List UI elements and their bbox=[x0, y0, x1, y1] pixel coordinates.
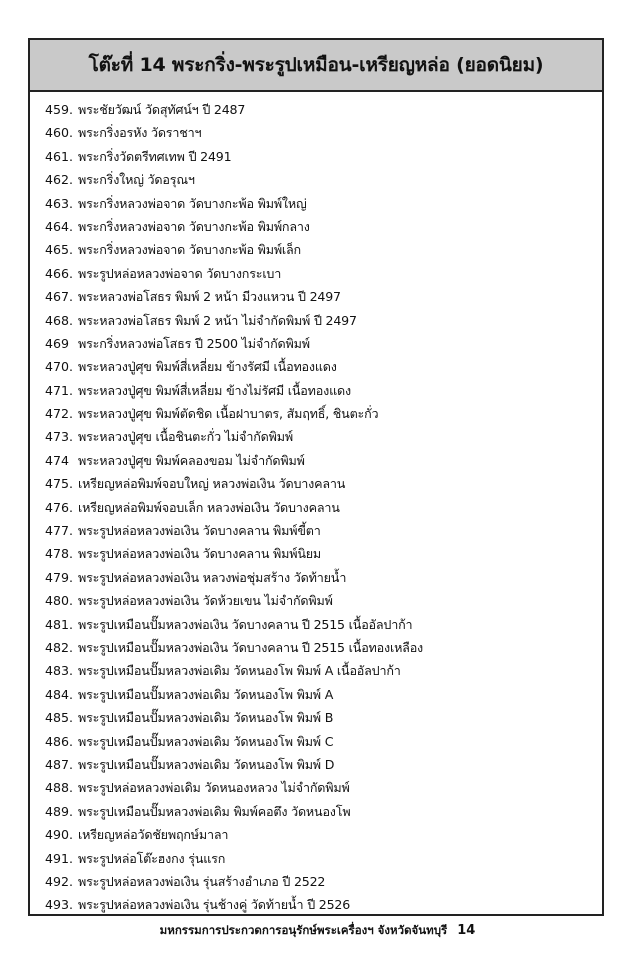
item-number: 473. bbox=[45, 429, 74, 445]
list-item bbox=[45, 870, 602, 893]
item-text: พระรูปเหมือนปั๊มหลวงพ่อเดิม วัดหนองโพ พิมพ์ C bbox=[78, 733, 334, 749]
list-item bbox=[45, 215, 602, 238]
item-text: พระหลวงปู่ศุข เนื้อชินตะกั่ว ไม่จำกัดพิมพ์ bbox=[78, 429, 293, 445]
item-text: พระรูปเหมือนปั๊มหลวงพ่อเดิม วัดหนองโพ พิมพ์ D bbox=[78, 756, 335, 772]
item-number: 493. bbox=[45, 897, 74, 913]
item-text: พระรูปหล่อหลวงพ่อเงิน วัดบางคลาน พิมพ์นิยม bbox=[78, 546, 322, 562]
list-item bbox=[45, 425, 602, 448]
list-item bbox=[45, 776, 602, 799]
item-number: 475. bbox=[45, 476, 74, 492]
item-number: 481. bbox=[45, 616, 74, 632]
item-text: พระรูปหล่อหลวงพ่อเงิน รุ่นช้างคู่ วัดท้ายน้ำ ปี 2526 bbox=[78, 897, 351, 913]
list-item bbox=[45, 285, 602, 308]
item-number: 485. bbox=[45, 710, 74, 726]
item-number: 469 bbox=[45, 335, 70, 351]
item-text: เหรียญหล่อพิมพ์จอบใหญ่ หลวงพ่อเงิน วัดบางคลาน bbox=[78, 476, 346, 492]
list-item bbox=[45, 847, 602, 870]
item-number: 487. bbox=[45, 756, 74, 772]
list-item bbox=[45, 262, 602, 285]
list-item bbox=[45, 753, 602, 776]
list-item bbox=[45, 519, 602, 542]
list-item bbox=[45, 496, 602, 519]
item-number: 478. bbox=[45, 546, 74, 562]
item-number: 489. bbox=[45, 803, 74, 819]
item-number: 486. bbox=[45, 733, 74, 749]
item-number: 488. bbox=[45, 780, 74, 796]
item-text: พระกริ่งหลวงพ่อจาด วัดบางกะพ้อ พิมพ์กลาง bbox=[78, 218, 310, 234]
item-number: 490. bbox=[45, 827, 74, 843]
list-item bbox=[45, 542, 602, 565]
page-number: 14 bbox=[457, 923, 476, 938]
item-text: พระรูปเหมือนปั๊มหลวงพ่อเดิม วัดหนองโพ พิมพ์ A เนื้ออัลปาก้า bbox=[78, 663, 401, 679]
item-text: พระรูปเหมือนปั๊มหลวงพ่อเดิม วัดหนองโพ พิมพ์ A bbox=[78, 686, 334, 702]
item-text: พระกริ่งใหญ่ วัดอรุณฯ bbox=[78, 172, 195, 188]
item-text: พระรูปหล่อหลวงพ่อจาด วัดบางกระเบา bbox=[78, 265, 282, 281]
item-number: 476. bbox=[45, 499, 74, 515]
item-text: พระหลวงปู่ศุข พิมพ์สี่เหลี่ยม ข้างรัศมี เนื้อทองแดง bbox=[78, 359, 337, 375]
item-text: พระรูปเหมือนปั๊มหลวงพ่อเงิน วัดบางคลาน ปี 2515 เนื้อทองเหลือง bbox=[78, 639, 424, 655]
list-item bbox=[45, 823, 602, 846]
item-text: พระกริ่งหลวงพ่อจาด วัดบางกะพ้อ พิมพ์เล็ก bbox=[78, 242, 301, 258]
item-number: 466. bbox=[45, 265, 74, 281]
item-number: 474 bbox=[45, 452, 70, 468]
item-text: พระหลวงพ่อโสธร พิมพ์ 2 หน้า มีวงแหวน ปี 2497 bbox=[78, 289, 341, 305]
item-text: พระรูปหล่อหลวงพ่อเงิน รุ่นสร้างอำเภอ ปี 2522 bbox=[78, 873, 326, 889]
item-text: พระรูปเหมือนปั๊มหลวงพ่อเงิน วัดบางคลาน ปี 2515 เนื้ออัลปาก้า bbox=[78, 616, 413, 632]
list-item bbox=[45, 355, 602, 378]
item-number: 460. bbox=[45, 125, 74, 141]
item-number: 491. bbox=[45, 850, 74, 866]
item-text: เหรียญหล่อวัดชัยพฤกษ์มาลา bbox=[78, 827, 229, 843]
list-item bbox=[45, 402, 602, 425]
item-text: เหรียญหล่อพิมพ์จอบเล็ก หลวงพ่อเงิน วัดบางคลาน bbox=[78, 499, 340, 515]
item-number: 492. bbox=[45, 873, 74, 889]
item-number: 483. bbox=[45, 663, 74, 679]
list-item bbox=[45, 893, 602, 916]
table-frame bbox=[28, 38, 604, 916]
item-text: พระกริ่งหลวงพ่อจาด วัดบางกะพ้อ พิมพ์ใหญ่ bbox=[78, 195, 307, 211]
list-item bbox=[45, 706, 602, 729]
list-item bbox=[45, 449, 602, 472]
item-number: 468. bbox=[45, 312, 74, 328]
item-text: พระรูปหล่อหลวงพ่อเงิน วัดบางคลาน พิมพ์ขี้ตา bbox=[78, 523, 321, 539]
item-text: พระหลวงปู่ศุข พิมพ์ตัดชิด เนื้อฝาบาตร, สัมฤทธิ์, ชินตะกั่ว bbox=[78, 406, 379, 422]
item-number: 464. bbox=[45, 218, 74, 234]
list-item bbox=[45, 613, 602, 636]
item-number: 470. bbox=[45, 359, 74, 375]
list-item bbox=[45, 332, 602, 355]
item-number: 461. bbox=[45, 148, 74, 164]
list-item bbox=[45, 659, 602, 682]
list-item bbox=[45, 589, 602, 612]
item-number: 462. bbox=[45, 172, 74, 188]
item-number: 480. bbox=[45, 593, 74, 609]
item-text: พระหลวงพ่อโสธร พิมพ์ 2 หน้า ไม่จำกัดพิมพ์ ปี 2497 bbox=[78, 312, 357, 328]
list-item bbox=[45, 121, 602, 144]
list-item bbox=[45, 683, 602, 706]
item-number: 465. bbox=[45, 242, 74, 258]
item-number: 471. bbox=[45, 382, 74, 398]
item-text: พระรูปเหมือนปั๊มหลวงพ่อเดิม พิมพ์คอตึง วัดหนองโพ bbox=[78, 803, 351, 819]
item-text: พระชัยวัฒน์ วัดสุทัศน์ฯ ปี 2487 bbox=[78, 102, 246, 117]
item-text: พระกริ่งหลวงพ่อโสธร ปี 2500 ไม่จำกัดพิมพ์ bbox=[78, 335, 310, 351]
item-number: 459. bbox=[45, 102, 74, 117]
item-text: พระรูปหล่อหลวงพ่อเงิน หลวงพ่อชุ่มสร้าง วัดท้ายน้ำ bbox=[78, 569, 347, 585]
list-item bbox=[45, 192, 602, 215]
list-item bbox=[45, 472, 602, 495]
item-number: 479. bbox=[45, 569, 74, 585]
item-number: 482. bbox=[45, 639, 74, 655]
list-item bbox=[45, 800, 602, 823]
list-item bbox=[45, 238, 602, 261]
list-item bbox=[45, 379, 602, 402]
list-item bbox=[45, 566, 602, 589]
item-number: 484. bbox=[45, 686, 74, 702]
item-text: พระรูปหล่อหลวงพ่อเดิม วัดหนองหลวง ไม่จำกัดพิมพ์ bbox=[78, 780, 350, 796]
list-item bbox=[45, 636, 602, 659]
amulet-list bbox=[30, 92, 602, 917]
item-text: พระรูปหล่อหลวงพ่อเงิน วัดห้วยเขน ไม่จำกัดพิมพ์ bbox=[78, 593, 333, 609]
item-number: 477. bbox=[45, 523, 74, 539]
item-text: พระรูปหล่อโต๊ะฮงกง รุ่นแรก bbox=[78, 850, 226, 866]
item-text: พระกริ่งวัดตรีทศเทพ ปี 2491 bbox=[78, 148, 232, 164]
list-item bbox=[45, 98, 602, 121]
item-number: 463. bbox=[45, 195, 74, 211]
item-number: 472. bbox=[45, 406, 74, 422]
list-item bbox=[45, 730, 602, 753]
page-title: โต๊ะที่ 14 พระกริ่ง-พระรูปเหมือน-เหรียญหล่อ (ยอดนิยม) bbox=[30, 40, 602, 92]
item-text: พระกริ่งอรหัง วัดราชาฯ bbox=[78, 125, 202, 141]
footer-text: มหกรรมการประกวดการอนุรักษ์พระเครื่องฯ จังหวัดจันทบุรี bbox=[159, 923, 448, 937]
list-item bbox=[45, 168, 602, 191]
item-text: พระรูปเหมือนปั๊มหลวงพ่อเดิม วัดหนองโพ พิมพ์ B bbox=[78, 710, 334, 726]
page-footer bbox=[0, 922, 635, 940]
item-text: พระหลวงปู่ศุข พิมพ์คลองขอม ไม่จำกัดพิมพ์ bbox=[78, 452, 305, 468]
list-item bbox=[45, 309, 602, 332]
list-item bbox=[45, 145, 602, 168]
item-number: 467. bbox=[45, 289, 74, 305]
item-text: พระหลวงปู่ศุข พิมพ์สี่เหลี่ยม ข้างไม่รัศมี เนื้อทองแดง bbox=[78, 382, 351, 398]
